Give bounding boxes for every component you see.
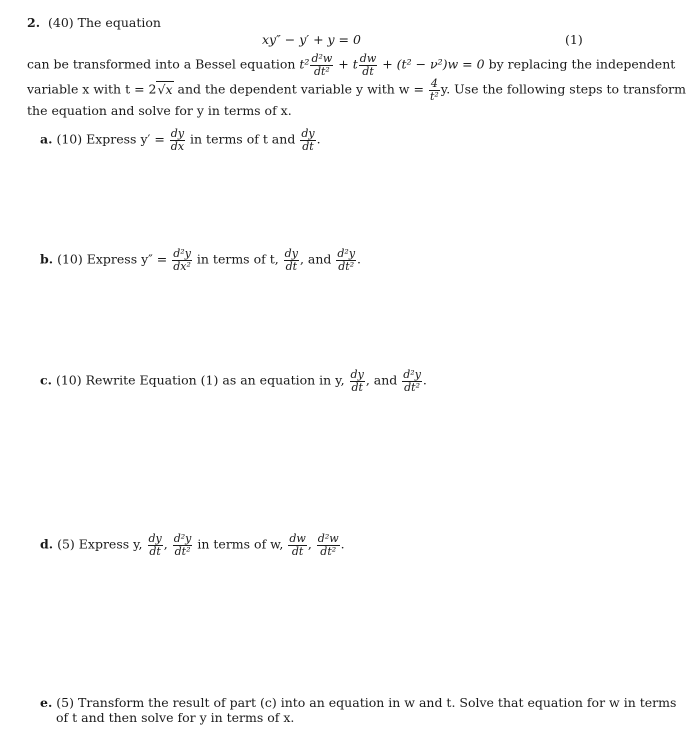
problem-header [27,15,161,31]
part-c-frac-1-num: dy [350,368,364,381]
part-d-frac-1 [148,533,163,557]
part-d-frac-3-den: dt [291,544,304,558]
part-b-frac-2-den: dt [285,259,298,273]
para-2c-text: y. Use the following steps to transform [440,81,686,97]
problem-intro: The equation [77,15,161,30]
part-b-text3: , and [299,251,332,267]
part-b-frac-3-num: d²y [337,247,356,260]
part-d-frac-2-den: dt² [174,544,191,558]
part-c-frac-1-den: dt [351,380,363,394]
part-b-frac-3-den: dt² [338,259,355,273]
part-c-frac-2-num: d²y [403,368,421,381]
part-d-frac-3-num: dw [289,532,306,545]
part-a-end: . [316,131,321,147]
part-e-label: e. [40,695,53,710]
part-d-end: . [340,536,345,552]
part-e-line-2: of t and then solve for y in terms of x. [56,710,295,725]
part-c-points: (10) [55,372,82,388]
part-e-line-1: Transform the result of part (c) into an equation in w and t. Solve that equation for w in terms [78,695,677,710]
w-fraction [429,78,440,102]
bessel-t2: t² [299,56,310,72]
part-d-text1: Express y, [78,536,143,552]
part-b-text2: in terms of t, [196,251,279,267]
part-a-points: (10) [56,131,83,147]
bessel-frac-1 [310,53,333,77]
part-c-frac-1 [350,369,365,393]
para-2a-text: variable x with t = 2 [27,81,157,97]
part-d-frac-2 [173,533,193,557]
part-b-text1: Express y″ = [86,251,168,267]
part-b [40,248,361,272]
part-c-text1: Rewrite Equation (1) as an equation in y, [85,372,345,388]
part-e-points: (5) [56,695,75,710]
paragraph-line-2 [27,78,686,102]
paragraph-line-1 [27,53,675,77]
part-b-points: (10) [57,251,83,267]
part-d-frac-1-den: dt [149,544,161,558]
part-a-frac-2 [300,128,315,152]
part-c-end: . [422,372,427,388]
part-b-frac-1-num: d²y [173,247,191,260]
part-a-frac-1-num: dy [170,127,185,140]
equation-number: (1) [565,32,583,47]
w-frac-num: 4 [430,77,438,90]
bessel-rest: + (t² − ν²)w = 0 [382,56,485,72]
part-c-frac-2-den: dt² [404,380,421,394]
para-1b-text: by replacing the independent [488,56,676,72]
part-a [40,128,321,152]
part-c [40,369,427,393]
sqrt-symbol: √x [157,81,173,97]
part-e [40,695,676,711]
part-d [40,533,345,557]
part-d-comma: , [163,536,168,552]
para-2b-text: and the dependent variable y with w = [177,81,424,97]
part-b-frac-3 [336,248,356,272]
bessel-frac-1-den: dt² [313,64,330,78]
part-a-frac-2-den: dt [302,139,314,153]
part-c-text2: , and [365,372,398,388]
part-d-frac-3 [288,533,306,557]
part-b-frac-1-den: dx² [173,259,191,273]
bessel-frac-2 [359,53,377,77]
part-d-frac-4-den: dt² [320,544,337,558]
part-b-frac-1 [172,248,192,272]
part-a-frac-1 [170,128,185,152]
part-d-frac-4-num: d²w [317,532,339,545]
part-c-frac-2 [402,369,422,393]
part-d-text2: in terms of w, [197,536,284,552]
w-frac-den: t² [429,89,439,103]
part-a-frac-2-num: dy [301,127,315,140]
bessel-plus-t: + t [338,56,358,72]
main-equation: xy″ − y′ + y = 0 [262,32,361,47]
para-1a-text: can be transformed into a Bessel equation [27,56,296,72]
bessel-frac-1-num: d²w [311,52,333,65]
part-a-text1: Express y′ = [86,131,165,147]
part-d-points: (5) [57,536,75,552]
part-a-text2: in terms of t and [190,131,296,147]
part-d-frac-4 [317,533,340,557]
problem-points: (40) [48,15,74,30]
part-c-label: c. [40,372,52,388]
problem-number: 2. [27,15,41,30]
part-b-frac-2-num: dy [284,247,298,260]
sqrt-x: x [165,81,173,97]
part-d-label: d. [40,536,54,552]
paragraph-line-3: the equation and solve for y in terms of x. [27,103,292,118]
part-a-frac-1-den: dx [170,139,185,153]
part-d-comma-2: , [307,536,312,552]
bessel-frac-2-den: dt [362,64,374,78]
part-d-frac-1-num: dy [148,532,162,545]
bessel-frac-2-num: dw [359,52,377,65]
part-b-label: b. [40,251,54,267]
part-b-end: . [357,251,362,267]
part-b-frac-2 [284,248,299,272]
part-a-label: a. [40,131,53,147]
part-d-frac-2-num: d²y [173,532,192,545]
